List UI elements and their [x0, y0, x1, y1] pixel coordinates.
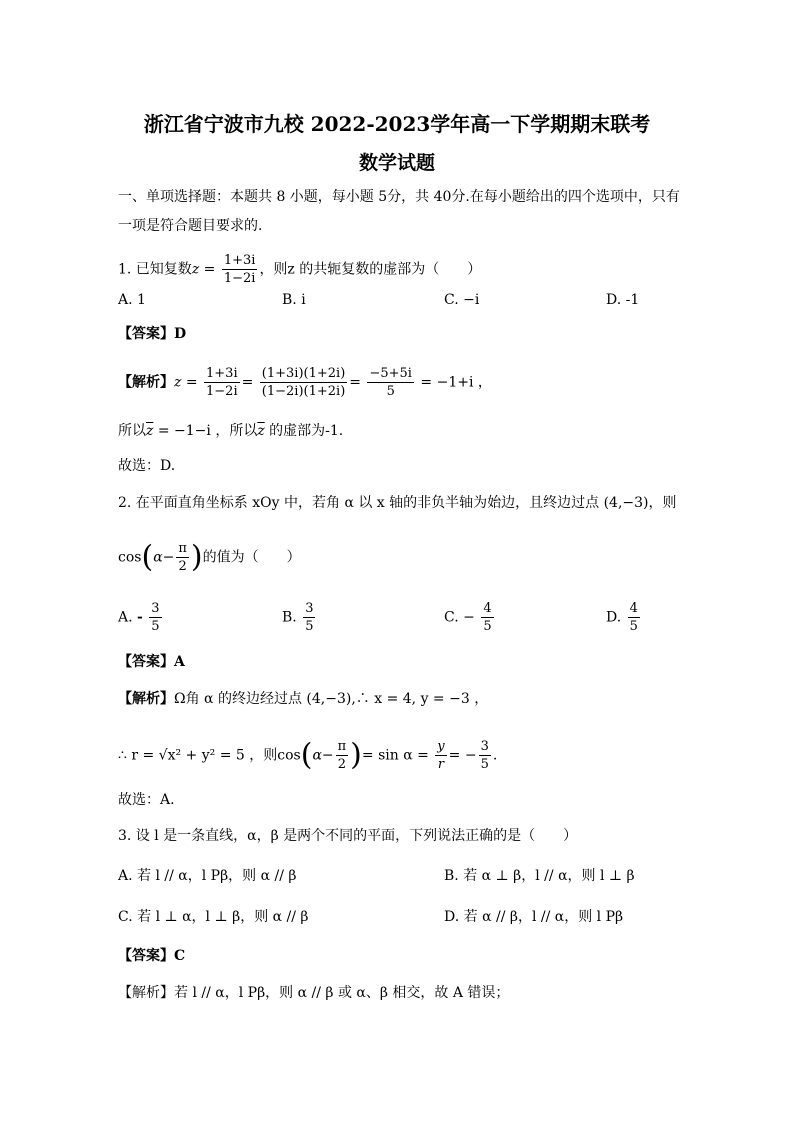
q1-solution-conjugate: 所以$\overline{z} = -1-i$ ，所以$\overline{z}$ 的虚部为-1.: [118, 423, 344, 439]
q3-option-b: B. 若 α ⊥ β，l // α，则 l ⊥ β: [444, 868, 635, 884]
document-title: 浙江省宁波市九校 2022-2023学年高一下学期期末联考: [143, 112, 651, 136]
q1-option-c: C. −i: [444, 292, 480, 308]
q3-option-a: A. 若 l // α，l Pβ，则 α // β: [118, 868, 297, 884]
q2-option-c: C. − $\frac{4}{5}$: [444, 601, 492, 634]
q1-answer: 【答案】D: [118, 326, 187, 342]
q2-answer: 【答案】A: [118, 654, 185, 670]
q1-fraction: $\frac{1+3i}{1-2i}$: [223, 253, 256, 286]
q1-solution: 【解析】z = $\frac{1+3i}{1-2i}$ = $\frac{(1+3i)(1+2i)}{(1-2i)(1+2i)}$ = $\frac{-5+5i}{5}$ = −1+i ，: [118, 366, 492, 399]
q3-option-c: C. 若 l ⊥ α，l ⊥ β，则 α // β: [118, 909, 309, 925]
q2-option-d: D. $\frac{4}{5}$: [606, 601, 638, 634]
q1-option-a: A. 1: [118, 292, 146, 308]
q3-option-d: D. 若 α // β，l // α，则 l Pβ: [444, 909, 624, 925]
q2-conclusion: 故选：A.: [118, 792, 175, 808]
q1-option-b: B. i: [282, 292, 306, 308]
q2-solution-line-1: 【解析】Ω角 α 的终边经过点 (4,−3),∴ x = 4, y = −3 ，: [118, 691, 489, 707]
q2-option-b: B. $\frac{3}{5}$: [282, 601, 314, 634]
q3-answer: 【答案】C: [118, 948, 186, 964]
q3-stem: 3. 设 l 是一条直线，α，β 是两个不同的平面，下列说法正确的是（ ）: [118, 828, 578, 844]
q2-stem-line-1: 2. 在平面直角坐标系 xOy 中，若角 α 以 x 轴的非负半轴为始边，且终边过点 (4,−3)，则: [118, 495, 677, 511]
document-subtitle: 数学试题: [358, 152, 435, 174]
section-intro-line-2: 一项是符合题目要求的.: [118, 218, 263, 234]
q1-stem: 1. 已知复数z = $\frac{1+3i}{1-2i}$ ，则z 的共轭复数的虚部为（ ）: [118, 253, 482, 286]
q2-option-a: A. - $\frac{3}{5}$: [118, 601, 160, 634]
q2-stem-line-2: cos(α− $\frac{\pi}{2}$ )的值为（ ）: [118, 539, 301, 575]
q2-solution-line-2: ∴ r = √x² + y² = 5 ，则cos(α− $\frac{\pi}{2}$ )= sin α = $\frac{y}{r}$ = − $\frac{3}{5}$ .: [118, 737, 498, 773]
section-intro-line-1: 一、单项选择题：本题共 8 小题，每小题 5分，共 40分.在每小题给出的四个选项中，只有: [118, 189, 680, 205]
q1-option-d: D. -1: [606, 292, 640, 308]
q1-conclusion: 故选：D.: [118, 458, 176, 474]
q3-solution: 【解析】若 l // α，l Pβ，则 α // β 或 α、β 相交，故 A 错误；: [118, 985, 510, 1001]
